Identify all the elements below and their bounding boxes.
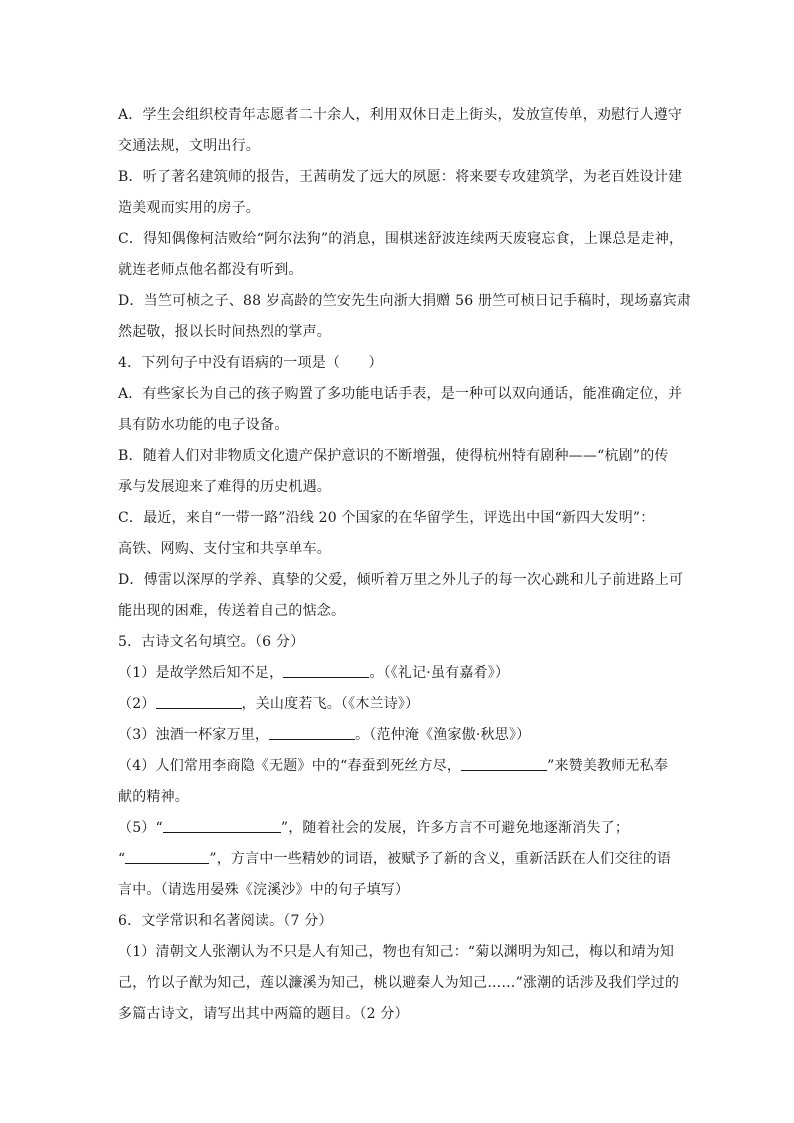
- item-text: （1）是故学然后知不足，: [118, 665, 284, 681]
- item-text: ”，方言中一些精妙的词语，被赋予了新的含义，重新活跃在人们交往的语: [209, 851, 672, 867]
- text-line: A．有些家长为自己的孩子购置了多功能电话手表，是一种可以双向通话，能准确定位，并: [118, 386, 683, 402]
- text-line: C．得知偶像柯洁败给“阿尔法狗”的消息，围棋迷舒波连续两天废寝忘食，上课总是走神，: [118, 231, 684, 247]
- question-6-stem: 6．文学常识和名著阅读。（7 分）: [118, 913, 333, 929]
- item-text: （5）“: [118, 820, 163, 836]
- question-5-stem: 5．古诗文名句填空。（6 分）: [118, 634, 305, 650]
- text-line: [118, 844, 678, 875]
- text-line: 然起敬，报以长时间热烈的掌声。: [118, 324, 331, 340]
- q5-item-4: [118, 751, 678, 813]
- text-line: 承与发展迎来了难得的历史机遇。: [118, 479, 331, 495]
- text-line: 造美观而实用的房子。: [118, 200, 260, 216]
- text-line: 言中。（请选用晏殊《浣溪沙》中的句子填写）: [118, 882, 410, 898]
- item-text: ”，随着社会的发展，许多方言不可避免地逐渐消失了；: [280, 820, 630, 836]
- item-text: “: [118, 851, 126, 867]
- text-line: 献的精神。: [118, 789, 189, 805]
- answer-blank: [283, 663, 369, 678]
- answer-blank: [163, 818, 281, 833]
- question-4-stem: 4．下列句子中没有语病的一项是（ ）: [118, 355, 383, 371]
- answer-blank: [156, 694, 242, 709]
- q6-item-1: [118, 937, 678, 1030]
- item-text: （2）: [118, 696, 156, 712]
- text-line: 己，竹以子猷为知己，莲以濂溪为知己，桃以避秦人为知己……”涨潮的话涉及我们学过的: [118, 975, 680, 991]
- text-line: [118, 751, 678, 782]
- item-text: ”来赞美教师无私奉: [547, 758, 669, 774]
- answer-blank: [125, 849, 209, 864]
- item-text: 。（《礼记·虽有嘉肴》）: [369, 665, 510, 681]
- text-line: （1）清朝文人张潮认为不只是人有知己，物也有知己：“菊以渊明为知己，梅以和靖为知: [118, 944, 675, 960]
- text-line: D．当竺可桢之子、88 岁高龄的竺安先生向浙大捐赠 56 册竺可桢日记手稿时，现场嘉宾肃: [118, 293, 692, 309]
- answer-blank: [461, 756, 547, 771]
- answer-blank: [269, 725, 355, 740]
- item-text: （3）浊酒一杯家万里，: [118, 727, 270, 743]
- text-line: 多篇古诗文，请写出其中两篇的题目。（2 分）: [118, 1006, 409, 1022]
- text-line: A．学生会组织校青年志愿者二十余人，利用双休日走上街头，发放宣传单，劝慰行人遵守: [118, 107, 683, 123]
- text-line: 高铁、网购、支付宝和共享单车。: [118, 541, 331, 557]
- q3-option-c: [118, 224, 684, 286]
- text-line: D．傅雷以深厚的学养、真挚的父爱，倾听着万里之外儿子的每一次心跳和儿子前进路上可: [118, 572, 684, 588]
- q3-option-b: [118, 162, 683, 224]
- q3-option-a: [118, 100, 683, 162]
- q4-option-d: [118, 565, 684, 627]
- text-line: C．最近，来自“一带一路”沿线 20 个国家的在华留学生，评选出中国“新四大发明”：: [118, 510, 655, 526]
- q4-option-b: [118, 441, 678, 503]
- exam-page: [118, 100, 692, 1030]
- q5-item-1: [118, 658, 678, 689]
- text-line: B．随着人们对非物质文化遗产保护意识的不断增强，使得杭州特有剧种——“杭剧”的传: [118, 448, 669, 464]
- q4-option-a: [118, 379, 683, 441]
- item-text: ，关山度若飞。（《木兰诗》）: [241, 696, 420, 712]
- q3-option-d: [118, 286, 692, 348]
- text-line: 能出现的困难，传送着自己的惦念。: [118, 603, 346, 619]
- item-text: 。（范仲淹《渔家傲·秋思》）: [355, 727, 531, 743]
- text-line: B．听了著名建筑师的报告，王茜萌发了远大的夙愿：将来要专攻建筑学，为老百姓设计建: [118, 169, 683, 185]
- text-line: 交通法规，文明出行。: [118, 138, 260, 154]
- text-line: 具有防水功能的电子设备。: [118, 417, 289, 433]
- q5-item-2: [118, 689, 678, 720]
- text-line: [118, 813, 678, 844]
- q4-option-c: [118, 503, 678, 565]
- text-line: 就连老师点他名都没有听到。: [118, 262, 303, 278]
- item-text: （4）人们常用李商隐《无题》中的“春蚕到死丝方尽，: [118, 758, 462, 774]
- q5-item-5: [118, 813, 678, 906]
- q5-item-3: [118, 720, 678, 751]
